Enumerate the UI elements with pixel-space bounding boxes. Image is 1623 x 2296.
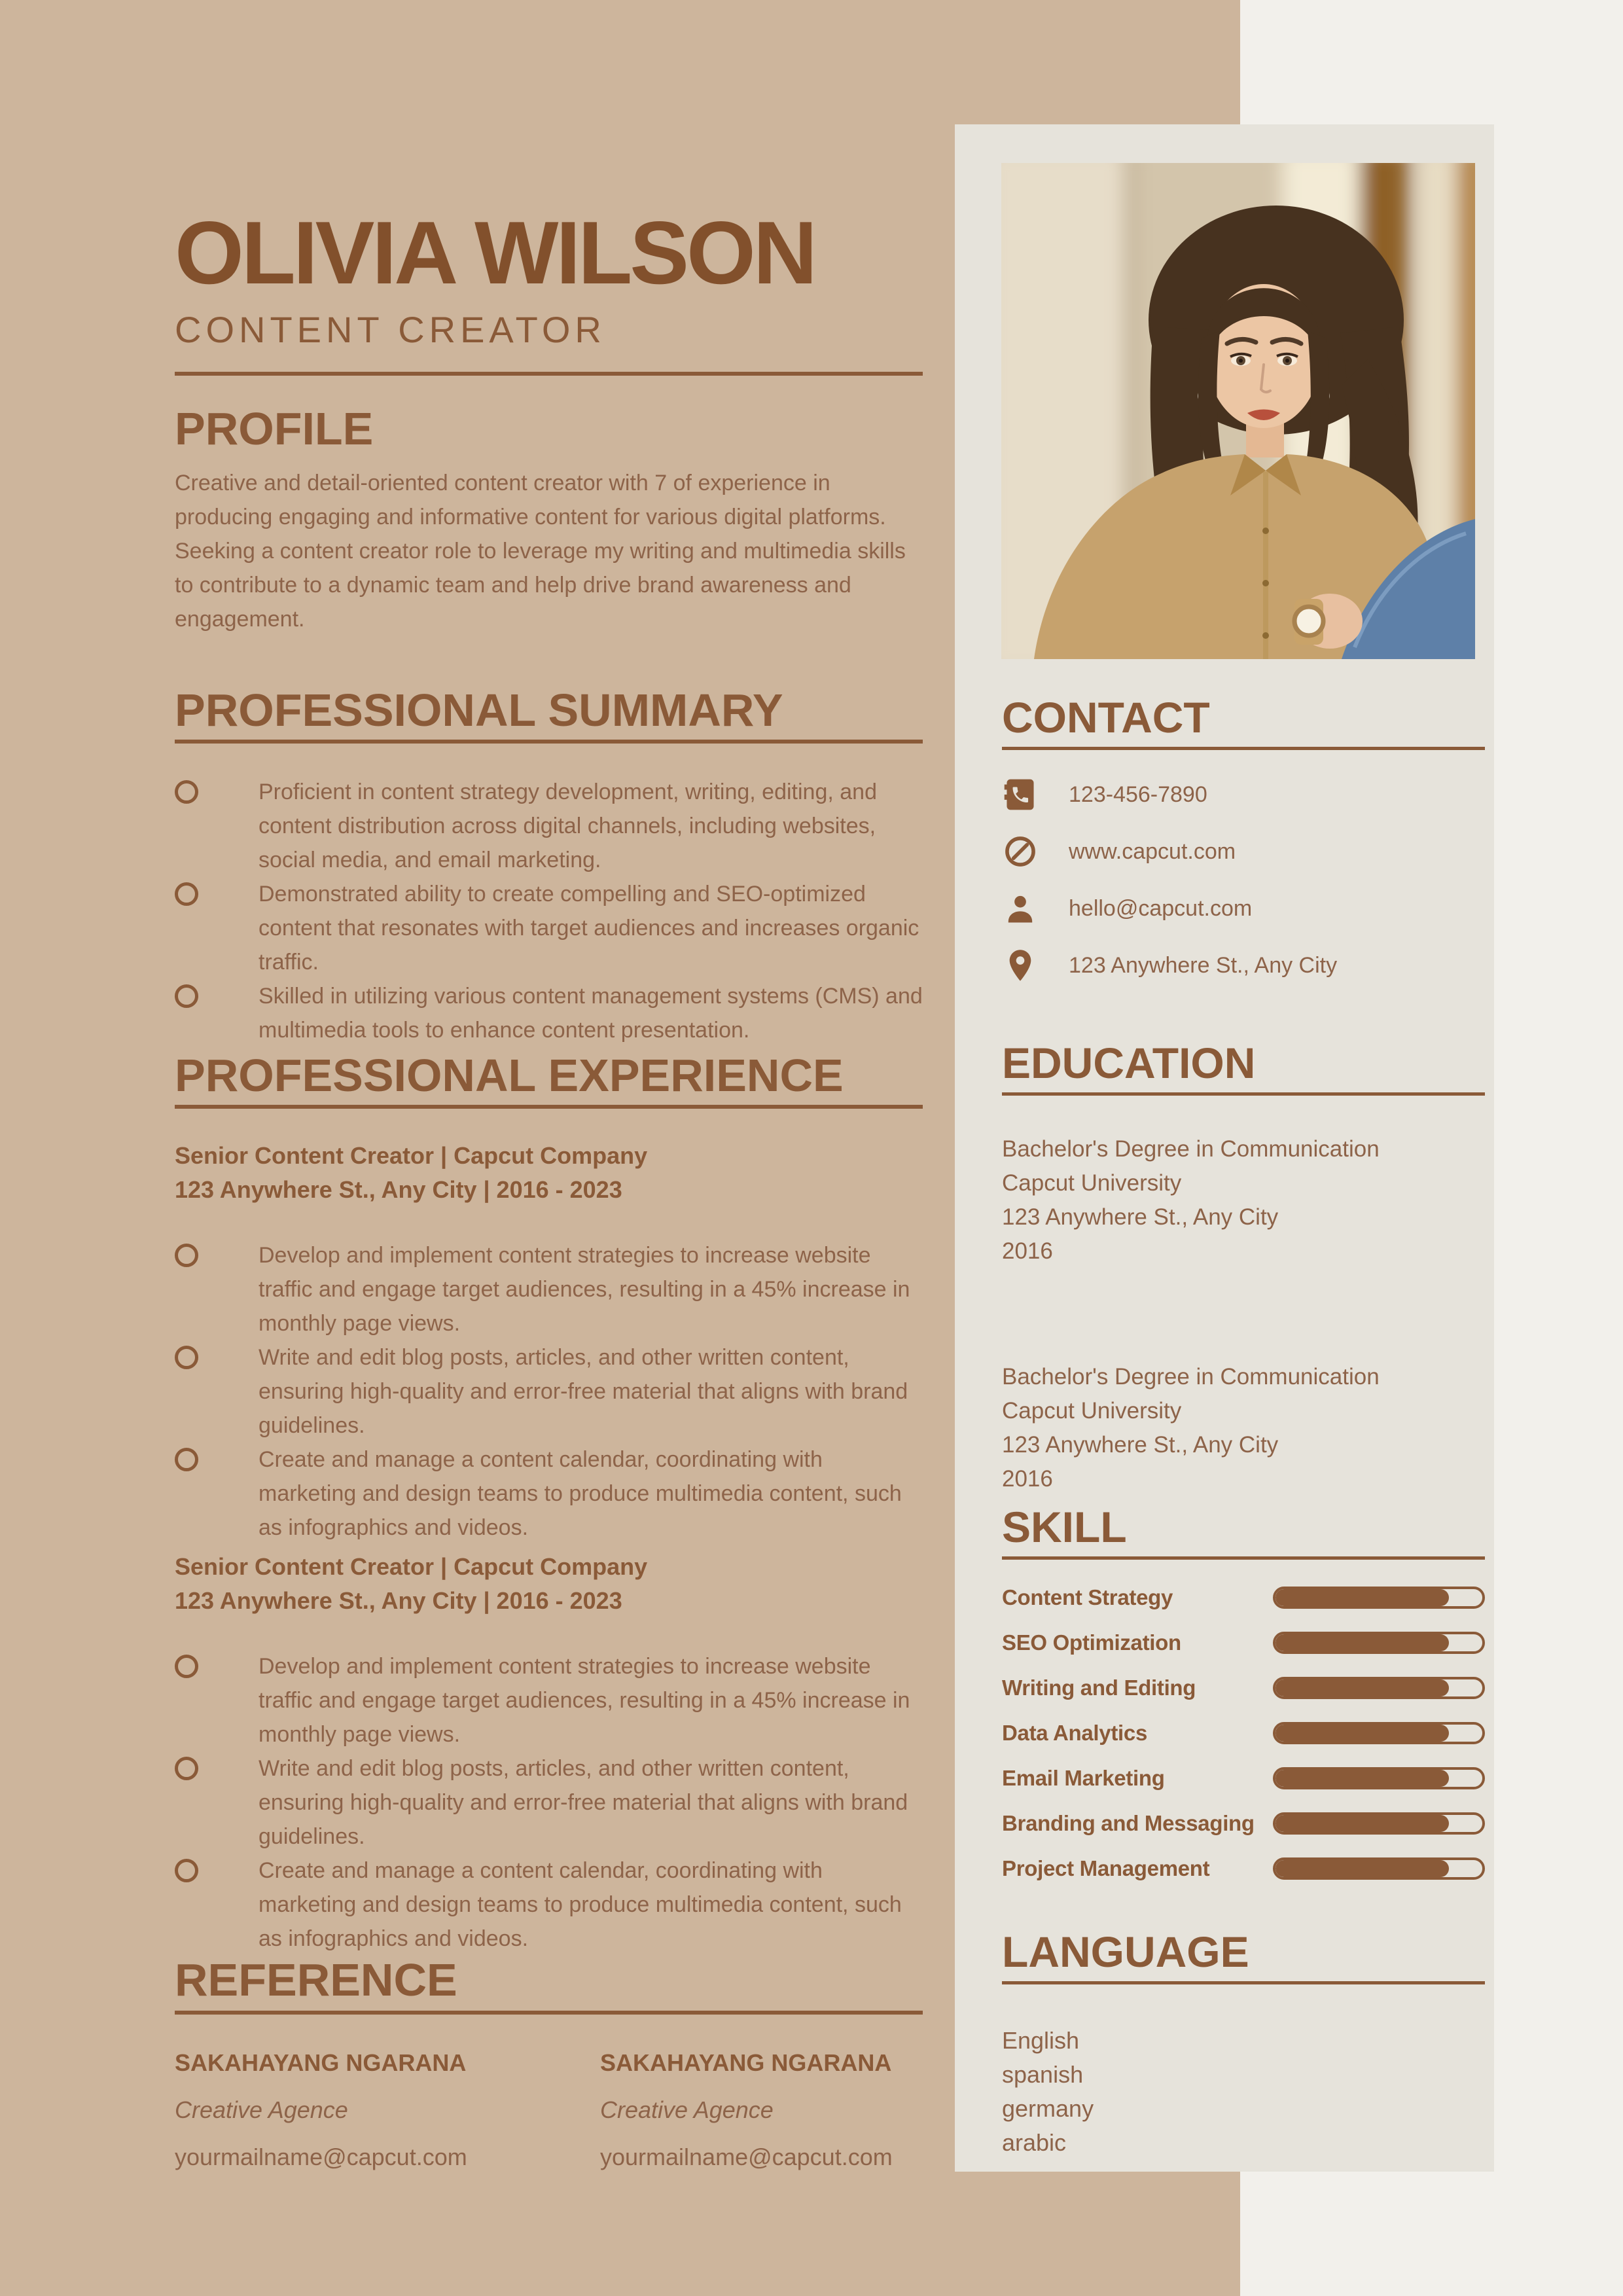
reference-entry bbox=[175, 2049, 600, 2172]
education-entry bbox=[1002, 1132, 1447, 1268]
skill-bar bbox=[1273, 1587, 1485, 1609]
list-item bbox=[175, 1443, 923, 1545]
education-address: 123 Anywhere St., Any City bbox=[1002, 1432, 1279, 1458]
language-divider bbox=[1002, 1981, 1485, 1984]
reference-name: SAKAHAYANG NGARANA bbox=[175, 2049, 467, 2076]
contact-item-phone bbox=[1002, 776, 1447, 813]
contact-item-email bbox=[1002, 890, 1447, 927]
education-school: Capcut University bbox=[1002, 1398, 1182, 1424]
summary-divider bbox=[175, 740, 923, 744]
education-heading: EDUCATION bbox=[1002, 1039, 1256, 1087]
contact-email-text: hello@capcut.com bbox=[1069, 895, 1253, 921]
reference-company: Creative Agence bbox=[600, 2096, 774, 2123]
reference-email: yourmailname@capcut.com bbox=[175, 2144, 467, 2170]
summary-item-text: Skilled in utilizing various content management systems (CMS) and multimedia tools to enhance content presentation. bbox=[259, 984, 923, 1043]
contact-divider bbox=[1002, 747, 1485, 750]
skill-label: Project Management bbox=[1002, 1856, 1210, 1880]
education-divider bbox=[1002, 1092, 1485, 1096]
header-divider bbox=[175, 372, 923, 376]
contact-section bbox=[955, 693, 1494, 2160]
list-item bbox=[175, 1238, 923, 1340]
summary-list bbox=[175, 775, 923, 1047]
left-column bbox=[175, 0, 923, 2172]
contact-list bbox=[1002, 776, 1447, 984]
list-item bbox=[175, 1340, 923, 1443]
skill-row bbox=[1002, 1812, 1485, 1835]
skill-list bbox=[1002, 1586, 1447, 1880]
contact-address-text: 123 Anywhere St., Any City bbox=[1069, 952, 1338, 978]
skill-label: Content Strategy bbox=[1002, 1585, 1173, 1609]
skill-row bbox=[1002, 1721, 1485, 1745]
phone-icon bbox=[1002, 776, 1039, 813]
reference-email: yourmailname@capcut.com bbox=[600, 2144, 893, 2170]
job-bullet-text: Develop and implement content strategies to increase website traffic and engage target audiences, resulting in a 45% increase in monthly page views. bbox=[259, 1243, 910, 1336]
contact-item-address bbox=[1002, 947, 1447, 984]
reference-heading: REFERENCE bbox=[175, 1954, 457, 2005]
portrait-illustration bbox=[1001, 163, 1475, 659]
job-bullet-text: Write and edit blog posts, articles, and other written content, ensuring high-quality and error-free material that aligns with brand guidelines. bbox=[259, 1756, 908, 1849]
job-meta: 123 Anywhere St., Any City | 2016 - 2023 bbox=[175, 1587, 622, 1614]
bullet-circle-icon bbox=[175, 1859, 198, 1882]
bullet-circle-icon bbox=[175, 1346, 198, 1369]
person-icon bbox=[1002, 890, 1039, 927]
skill-bar-fill bbox=[1275, 1815, 1449, 1832]
link-icon bbox=[1002, 833, 1039, 870]
language-item: English bbox=[1002, 2027, 1080, 2054]
skill-label: Branding and Messaging bbox=[1002, 1811, 1255, 1835]
education-degree: Bachelor's Degree in Communication bbox=[1002, 1136, 1380, 1162]
skill-label: Email Marketing bbox=[1002, 1766, 1165, 1790]
bullet-circle-icon bbox=[175, 1448, 198, 1471]
skill-bar bbox=[1273, 1677, 1485, 1699]
skill-bar-fill bbox=[1275, 1860, 1449, 1877]
language-item: spanish bbox=[1002, 2061, 1084, 2088]
job-bullet-text: Create and manage a content calendar, coordinating with marketing and design teams to produce multimedia content, such as infographics and videos. bbox=[259, 1858, 902, 1951]
job-bullet-text: Write and edit blog posts, articles, and other written content, ensuring high-quality and error-free material that aligns with brand guidelines. bbox=[259, 1345, 908, 1438]
job-title: Senior Content Creator | Capcut Company bbox=[175, 1553, 648, 1580]
reference-company: Creative Agence bbox=[175, 2096, 348, 2123]
bullet-circle-icon bbox=[175, 984, 198, 1008]
list-item bbox=[175, 775, 923, 877]
skill-row bbox=[1002, 1767, 1485, 1790]
skill-label: SEO Optimization bbox=[1002, 1630, 1181, 1655]
skill-label: Data Analytics bbox=[1002, 1721, 1147, 1745]
list-item bbox=[175, 1854, 923, 1956]
education-year: 2016 bbox=[1002, 1238, 1053, 1264]
skill-row bbox=[1002, 1631, 1485, 1655]
skill-divider bbox=[1002, 1556, 1485, 1560]
education-entry bbox=[1002, 1360, 1447, 1496]
summary-item-text: Proficient in content strategy development, writing, editing, and content distribution across digital channels, including websites, social media, and email marketing. bbox=[259, 780, 877, 872]
skill-bar bbox=[1273, 1632, 1485, 1654]
skill-bar-fill bbox=[1275, 1725, 1449, 1742]
language-heading: LANGUAGE bbox=[1002, 1928, 1249, 1976]
reference-name: SAKAHAYANG NGARANA bbox=[600, 2049, 892, 2076]
contact-website-text: www.capcut.com bbox=[1069, 838, 1236, 864]
pin-icon bbox=[1002, 947, 1039, 984]
experience-divider bbox=[175, 1105, 923, 1109]
reference-entry bbox=[600, 2049, 923, 2172]
bullet-circle-icon bbox=[175, 1757, 198, 1780]
skill-bar-fill bbox=[1275, 1770, 1449, 1787]
job-bullet-text: Create and manage a content calendar, coordinating with marketing and design teams to produce multimedia content, such as infographics and videos. bbox=[259, 1447, 902, 1540]
profile-photo bbox=[1001, 163, 1475, 659]
education-year: 2016 bbox=[1002, 1466, 1053, 1492]
skill-row bbox=[1002, 1586, 1485, 1609]
job-bullet-list bbox=[175, 1649, 923, 1956]
skill-heading: SKILL bbox=[1002, 1503, 1127, 1551]
skill-bar bbox=[1273, 1722, 1485, 1744]
person-name: OLIVIA WILSON bbox=[175, 203, 815, 302]
list-item bbox=[175, 1649, 923, 1751]
contact-item-website bbox=[1002, 833, 1447, 870]
job-title-block bbox=[175, 1139, 923, 1207]
profile-text: Creative and detail-oriented content creator with 7 of experience in producing engaging and informative content for various digital platforms. Seeking a content creator role to leverage my writing and multimedia skills to contribute to a dynamic team and help drive brand awareness and engagement. bbox=[175, 471, 906, 632]
reference-divider bbox=[175, 2011, 923, 2015]
job-title-block bbox=[175, 1550, 923, 1618]
job-bullet-text: Develop and implement content strategies to increase website traffic and engage target audiences, resulting in a 45% increase in monthly page views. bbox=[259, 1654, 910, 1747]
skill-row bbox=[1002, 1676, 1485, 1700]
skill-label: Writing and Editing bbox=[1002, 1676, 1196, 1700]
bullet-circle-icon bbox=[175, 1244, 198, 1267]
reference-row bbox=[175, 2049, 923, 2172]
bullet-circle-icon bbox=[175, 1655, 198, 1678]
job-title: Senior Content Creator | Capcut Company bbox=[175, 1142, 648, 1169]
contact-heading: CONTACT bbox=[1002, 693, 1210, 742]
education-address: 123 Anywhere St., Any City bbox=[1002, 1204, 1279, 1230]
skill-bar-fill bbox=[1275, 1589, 1449, 1606]
job-meta: 123 Anywhere St., Any City | 2016 - 2023 bbox=[175, 1176, 622, 1203]
list-item bbox=[175, 979, 923, 1047]
job-bullet-list bbox=[175, 1238, 923, 1545]
skill-row bbox=[1002, 1857, 1485, 1880]
contact-phone-text: 123-456-7890 bbox=[1069, 781, 1207, 807]
summary-item-text: Demonstrated ability to create compelling and SEO-optimized content that resonates with target audiences and increases organic traffic. bbox=[259, 882, 919, 975]
list-item bbox=[175, 1751, 923, 1854]
summary-heading: PROFESSIONAL SUMMARY bbox=[175, 685, 783, 736]
bullet-circle-icon bbox=[175, 882, 198, 906]
right-panel bbox=[955, 124, 1494, 2172]
skill-bar bbox=[1273, 1812, 1485, 1835]
skill-bar bbox=[1273, 1857, 1485, 1880]
skill-bar-fill bbox=[1275, 1634, 1449, 1651]
language-item: arabic bbox=[1002, 2129, 1067, 2156]
skill-bar bbox=[1273, 1767, 1485, 1789]
profile-heading: PROFILE bbox=[175, 403, 374, 454]
bullet-circle-icon bbox=[175, 780, 198, 804]
education-school: Capcut University bbox=[1002, 1170, 1182, 1196]
language-item: germany bbox=[1002, 2095, 1094, 2122]
education-degree: Bachelor's Degree in Communication bbox=[1002, 1364, 1380, 1390]
list-item bbox=[175, 877, 923, 979]
experience-heading: PROFESSIONAL EXPERIENCE bbox=[175, 1050, 844, 1101]
language-list bbox=[1002, 2024, 1447, 2160]
skill-bar-fill bbox=[1275, 1679, 1449, 1696]
person-job-title: CONTENT CREATOR bbox=[175, 309, 606, 350]
